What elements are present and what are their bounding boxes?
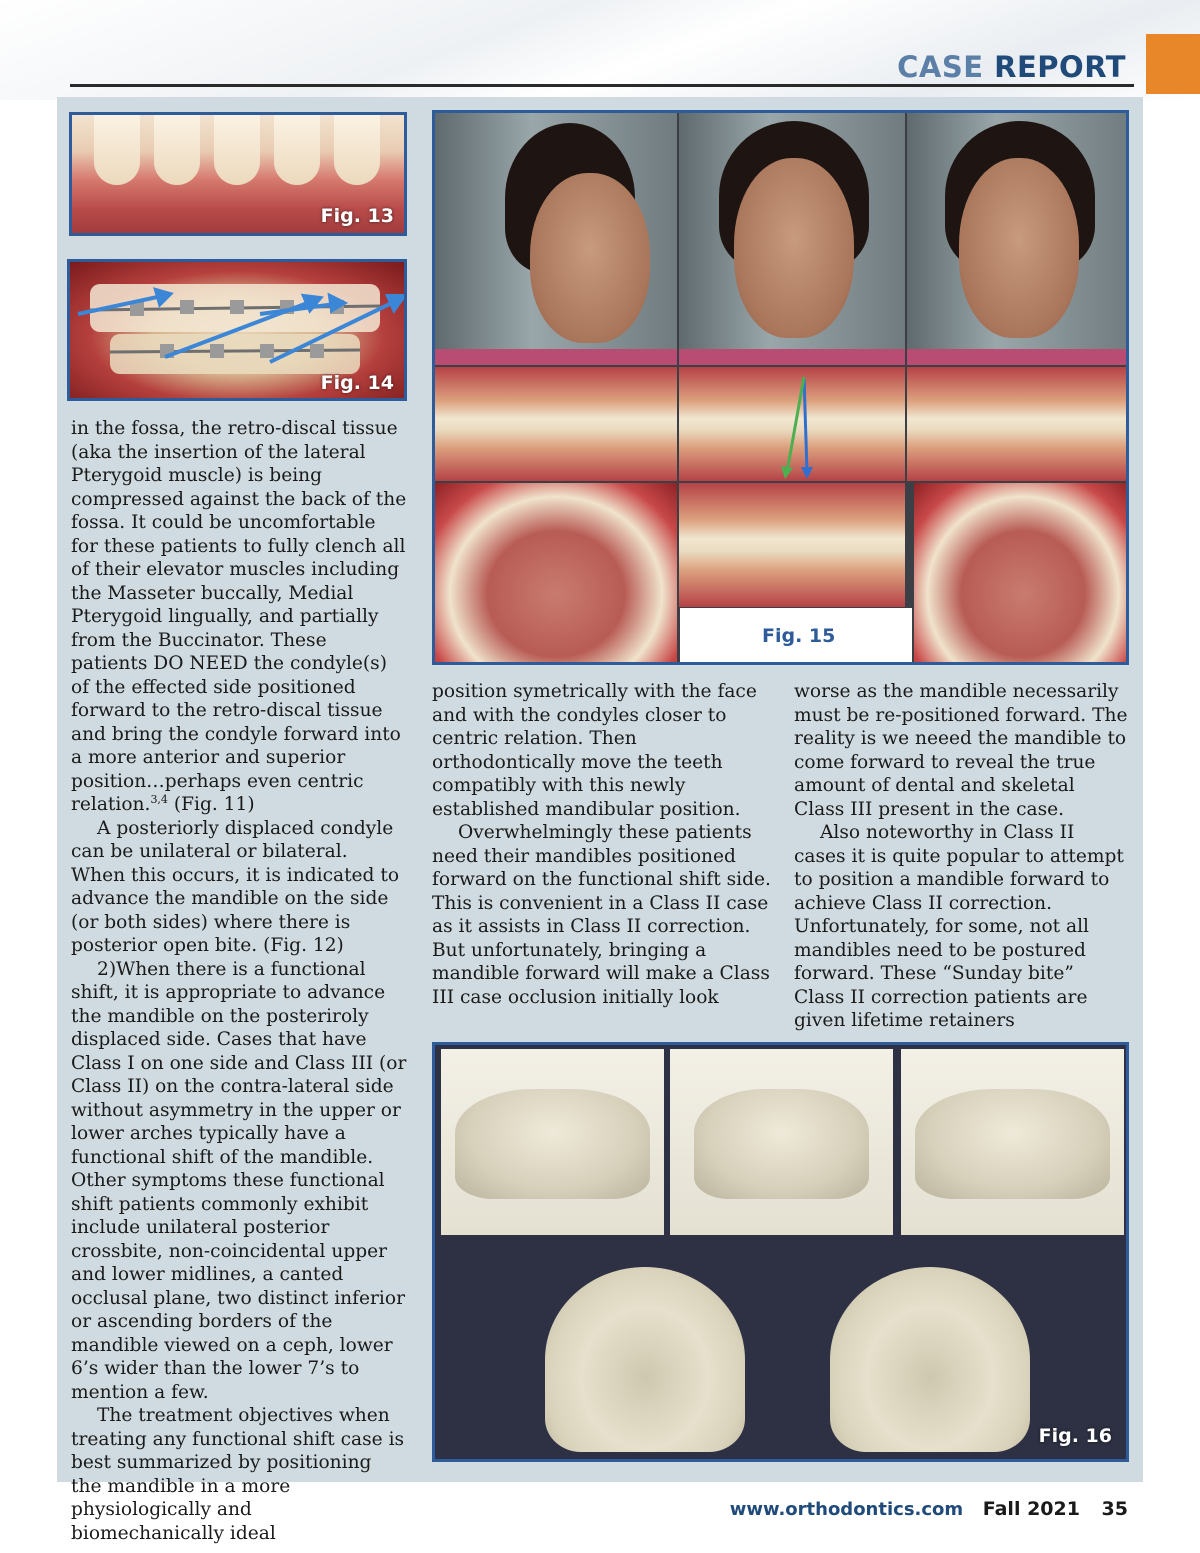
figure-15 <box>432 110 1129 665</box>
paragraph: Overwhelmingly these patients need their mandibles positioned forward on the functional shift side. This is convenient in a Class II case as it assists in Class II correction. But unfortunately, bringing a mandible forward will make a Class III case occlusion initially look <box>432 822 771 1008</box>
figure-13-label: Fig. 13 <box>320 205 394 227</box>
shirt-shape <box>679 349 905 365</box>
figure-15-label: Fig. 15 <box>762 625 836 647</box>
paragraph: worse as the mandible necessarily must be re-positioned forward. The reality is we neeed the mandible to come forward to reveal the true amount of dental and skeletal Class III present in the case. <box>794 681 1128 820</box>
midline-arrows <box>679 367 905 481</box>
lower-arch-model <box>830 1267 1030 1452</box>
page-number: 35 <box>1101 1498 1128 1520</box>
figure-15-label-box <box>680 608 912 665</box>
model-left-view <box>901 1049 1124 1235</box>
paragraph: position symetrically with the face and with the condyles closer to centric relation. Then orthodontically move the teeth compatibly with this newly established mandibular position. <box>432 681 757 820</box>
citation: 3,4 <box>150 792 168 806</box>
issue-label: Fall 2021 <box>982 1498 1080 1520</box>
header-rule <box>70 84 1134 87</box>
section-title <box>897 50 1126 84</box>
model-right-view <box>441 1049 664 1235</box>
section-tab <box>1146 34 1200 94</box>
figure-14-label: Fig. 14 <box>320 372 394 394</box>
figure-16-label: Fig. 16 <box>1038 1425 1112 1447</box>
page-footer <box>730 1498 1128 1520</box>
smile-photo <box>907 113 1129 365</box>
figure-16 <box>432 1042 1129 1462</box>
lower-arch-photo <box>914 483 1129 665</box>
occlusion-front-photo <box>679 367 905 481</box>
face-shape <box>959 158 1079 338</box>
upper-arch-model <box>545 1267 745 1452</box>
upper-arch-photo <box>435 483 677 665</box>
shirt-shape <box>907 349 1129 365</box>
section-title-word-1: CASE <box>897 50 984 84</box>
frontal-photo <box>679 113 905 365</box>
overjet-photo <box>679 483 905 607</box>
text-column-2 <box>432 680 772 1009</box>
website-link[interactable]: www.orthodontics.com <box>729 1499 964 1520</box>
paragraph: Also noteworthy in Class II cases it is quite popular to attempt to position a mandible forward to achieve Class II correction. Unfortunately, for some, not all mandibles need to be postured forward. These “Sunday bite” Class II correction patients are given lifetime retainers <box>794 822 1124 1031</box>
tooth-shape <box>94 115 140 185</box>
tooth-shape <box>214 115 260 185</box>
text-column-3 <box>794 680 1130 1033</box>
paragraph: The treatment objectives when treating any functional shift case is best summarized by positioning the mandible in a more physiologically and biomechanically ideal <box>71 1405 405 1544</box>
occlusion-left-photo <box>907 367 1129 481</box>
occlusion-right-photo <box>435 367 677 481</box>
tooth-shape <box>334 115 380 185</box>
tooth-shape <box>274 115 320 185</box>
figure-14 <box>67 259 407 401</box>
face-shape <box>734 158 854 338</box>
paragraph: A posteriorly displaced condyle can be unilateral or bilateral. When this occurs, it is indicated to advance the mandible on the side (or both sides) where there is posterior open bite. (Fig. 12) <box>71 817 400 956</box>
dental-model-shape <box>915 1089 1110 1199</box>
section-title-word-2: REPORT <box>994 50 1126 84</box>
profile-photo <box>435 113 677 365</box>
tooth-shape <box>154 115 200 185</box>
paragraph: in the fossa, the retro-discal tissue (aka the insertion of the lateral Pterygoid muscle) is being compressed against the back of the fossa. It could be uncomfortable for these patients to fully clench all of their elevator muscles including the Masseter buccally, Medial Pterygoid lingually, and partially from the Buccinator. These patients DO NEED the condyle(s) of the effected side positioned forward to the retro-discal tissue and bring the condyle forward into a more anterior and superior position…perhaps even centric relation.$^{3,4}$ (Fig. 11) <box>71 418 407 815</box>
face-shape <box>530 173 650 343</box>
dental-model-shape <box>694 1089 869 1199</box>
figure-13 <box>69 112 407 236</box>
paragraph: 2)When there is a functional shift, it is appropriate to advance the mandible on the posteriroly displaced side. Cases that have Class I on one side and Class III (or Class II) on the contra-lateral side without asymmetry in the upper or lower arches typically have a functional shift of the mandible. Other symptoms these functional shift patients commonly exhibit include unilateral posterior crossbite, non-coincidental upper and lower midlines, a canted occlusal plane, two distinct inferior or ascending borders of the mandible viewed on a ceph, lower 6’s wider than the lower 7’s to mention a few. <box>71 958 407 1403</box>
model-front-view <box>670 1049 893 1235</box>
text-column-1 <box>71 417 407 1545</box>
dental-model-shape <box>455 1089 650 1199</box>
shirt-shape <box>435 349 677 365</box>
